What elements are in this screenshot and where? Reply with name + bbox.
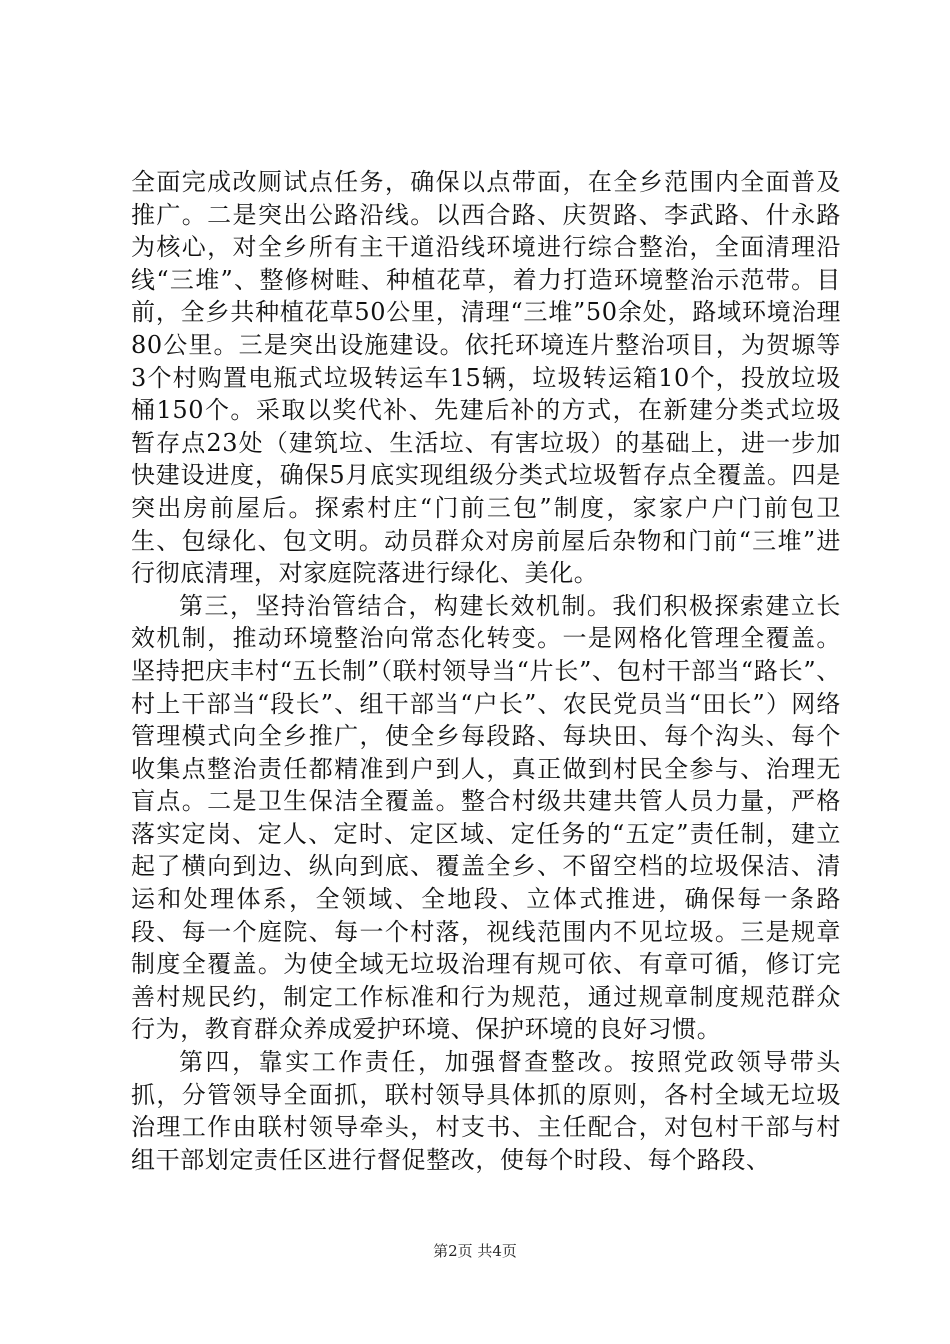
- paragraph-2: 第三，坚持治管结合，构建长效机制。我们积极探索建立长效机制，推动环境整治向常态化转变。一是网格化管理全覆盖。坚持把庆丰村“五长制”（联村领导当“片长”、包村干部当“路长”、村上干部当“段长”、组干部当“户长”、农民党员当“田长”）网络管理模式向全乡推广，使全乡每段路、每块田、每个沟头、每个收集点整治责任都精准到户到人，真正做到村民全参与、治理无盲点。二是卫生保洁全覆盖。整合村级共建共管人员力量，严格落实定岗、定人、定时、定区域、定任务的“五定”责任制，建立起了横向到边、纵向到底、覆盖全乡、不留空档的垃圾保洁、清运和处理体系，全领域、全地段、立体式推进，确保每一条路段、每一个庭院、每一个村落，视线范围内不见垃圾。三是规章制度全覆盖。为使全域无垃圾治理有规可依、有章可循，修订完善村规民约，制定工作标准和行为规范，通过规章制度规范群众行为，教育群众养成爱护环境、保护环境的良好习惯。: [131, 591, 841, 1044]
- page-number-footer: 第2页 共4页: [433, 1242, 517, 1260]
- paragraph-1: 全面完成改厕试点任务，确保以点带面，在全乡范围内全面普及推广。二是突出公路沿线。以西合路、庆贺路、李武路、什永路为核心，对全乡所有主干道沿线环境进行综合整治，全面清理沿线“三堆”、整修树畦、种植花草，着力打造环境整治示范带。目前，全乡共种植花草50公里，清理“三堆”50余处，路域环境治理80公里。三是突出设施建设。依托环境连片整治项目，为贺塬等3个村购置电瓶式垃圾转运车15辆，垃圾转运箱10个，投放垃圾桶150个。采取以奖代补、先建后补的方式，在新建分类式垃圾暂存点23处（建筑垃、生活垃、有害垃圾）的基础上，进一步加快建设进度，确保5月底实现组级分类式垃圾暂存点全覆盖。四是突出房前屋后。探索村庄“门前三包”制度，家家户户门前包卫生、包绿化、包文明。动员群众对房前屋后杂物和门前“三堆”进行彻底清理，对家庭院落进行绿化、美化。: [131, 168, 841, 588]
- paragraph-3: 第四，靠实工作责任，加强督查整改。按照党政领导带头抓，分管领导全面抓，联村领导具体抓的原则，各村全域无垃圾治理工作由联村领导牵头，村支书、主任配合，对包村干部与村组干部划定责任区进行督促整改，使每个时段、每个路段、: [131, 1048, 841, 1174]
- document-body: [131, 166, 841, 1176]
